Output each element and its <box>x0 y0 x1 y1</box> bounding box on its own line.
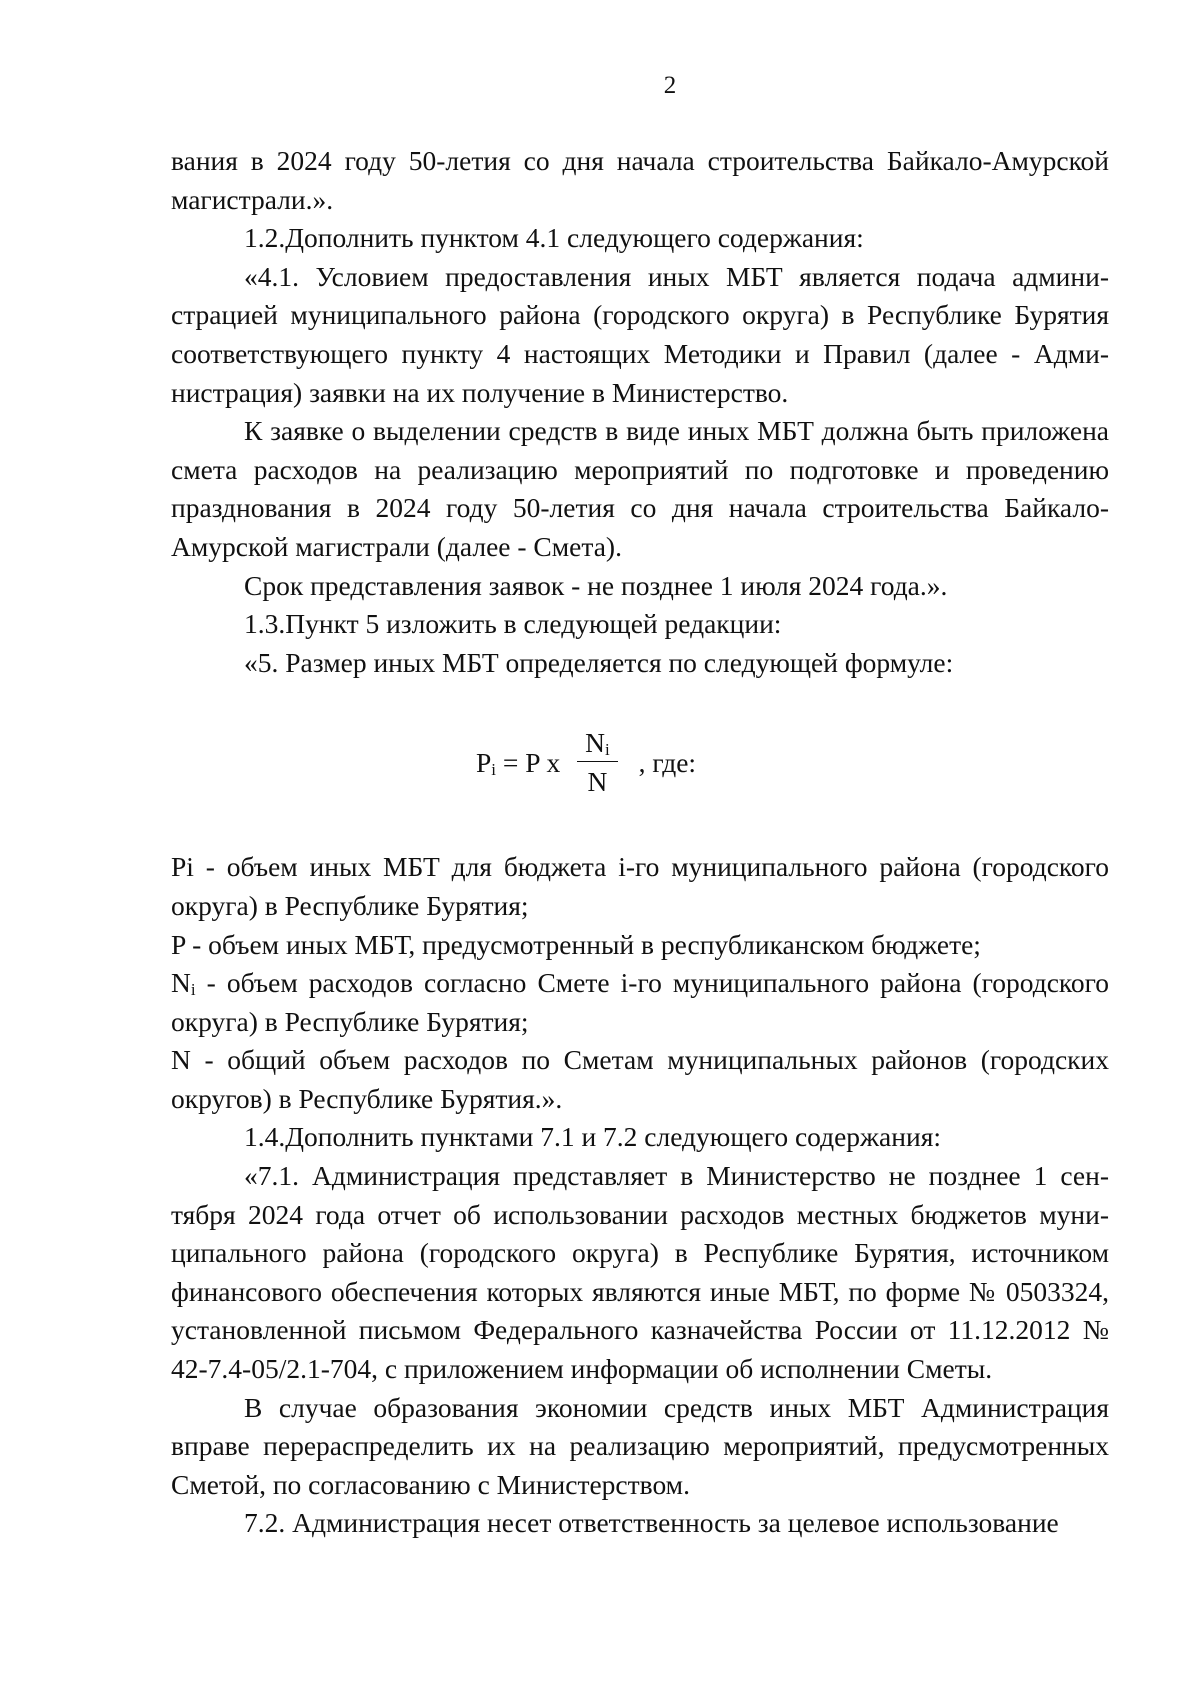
paragraph-item-7-2: 7.2. Администрация несет ответственность за целевое использование <box>244 1507 1059 1539</box>
definition-n: N - общий объем расходов по Сметам муниципальных районов (городских округов) в Республике Бурятия.». <box>171 1044 1109 1114</box>
paragraph-item-5: «5. Размер иных МБТ определяется по следующей формуле: <box>244 646 954 678</box>
paragraph-item-1-2: 1.2.Дополнить пунктом 4.1 следующего содержания: <box>244 222 864 254</box>
formula-lhs: $P_i$ <box>476 746 497 779</box>
formula <box>476 727 696 798</box>
definition-pi: Pi - объем иных МБТ для бюджета i-го муниципального района (городского округа) в Республике Бурятия; <box>171 851 1109 921</box>
formula-equals: = P x <box>502 746 561 778</box>
paragraph-estimate: К заявке о выделении средств в виде иных МБТ должна быть приложена смета расходов на реализацию мероприятий по подготовке и проведению празднования в 2024 году 50-летия со дня начала строительства Байкало-Амурской магистрали (далее - Смета). <box>171 415 1109 562</box>
formula-fraction <box>577 727 618 798</box>
paragraph-item-7-1: «7.1. Администрация представляет в Министерство не позднее 1 сентября 2024 года отчет об использовании расходов местных бюджетов муниципального района (городского округа) в Республике Бурятия, источником финансового обеспечения которых являются иные МБТ, по форме № 0503324, установленной письмом Федерального казначейства России от 11.12.2012 № 42-7.4-05/2.1-704, с приложением информации об исполнении Сметы. <box>171 1160 1109 1385</box>
formula-suffix: , где: <box>638 746 697 778</box>
paragraph-continuation: вания в 2024 году 50-летия со дня начала строительства Байкало-Амурской магистрали.». <box>171 145 1109 215</box>
paragraph-savings: В случае образования экономии средств иных МБТ Администрация вправе перераспределить их на реализацию мероприятий, предусмотренных Сметой, по согласованию с Министерством. <box>171 1391 1109 1500</box>
definition-p: P - объем иных МБТ, предусмотренный в республиканском бюджете; <box>171 928 981 960</box>
paragraph-deadline: Срок представления заявок - не позднее 1 июля 2024 года.». <box>244 569 948 601</box>
document-body <box>171 142 1109 1543</box>
definition-ni: $N_i$ - объем расходов согласно Смете i-го муниципального района (городского округа) в Республике Бурятия; <box>171 967 1109 1037</box>
formula-block <box>171 682 1109 848</box>
formula-denominator: N <box>587 766 608 798</box>
paragraph-item-1-3: 1.3.Пункт 5 изложить в следующей редакции: <box>244 608 782 640</box>
paragraph-item-1-4: 1.4.Дополнить пунктами 7.1 и 7.2 следующего содержания: <box>244 1121 941 1153</box>
paragraph-item-4-1: «4.1. Условием предоставления иных МБТ является подача администрацией муниципального района (городского округа) в Республике Бурятия соответствующего пункту 4 настоящих Методики и Правил (далее - Администрация) заявки на их получение в Министерство. <box>171 260 1109 408</box>
page-number: 2 <box>663 72 677 99</box>
formula-numerator: $N_i$ <box>577 727 618 762</box>
